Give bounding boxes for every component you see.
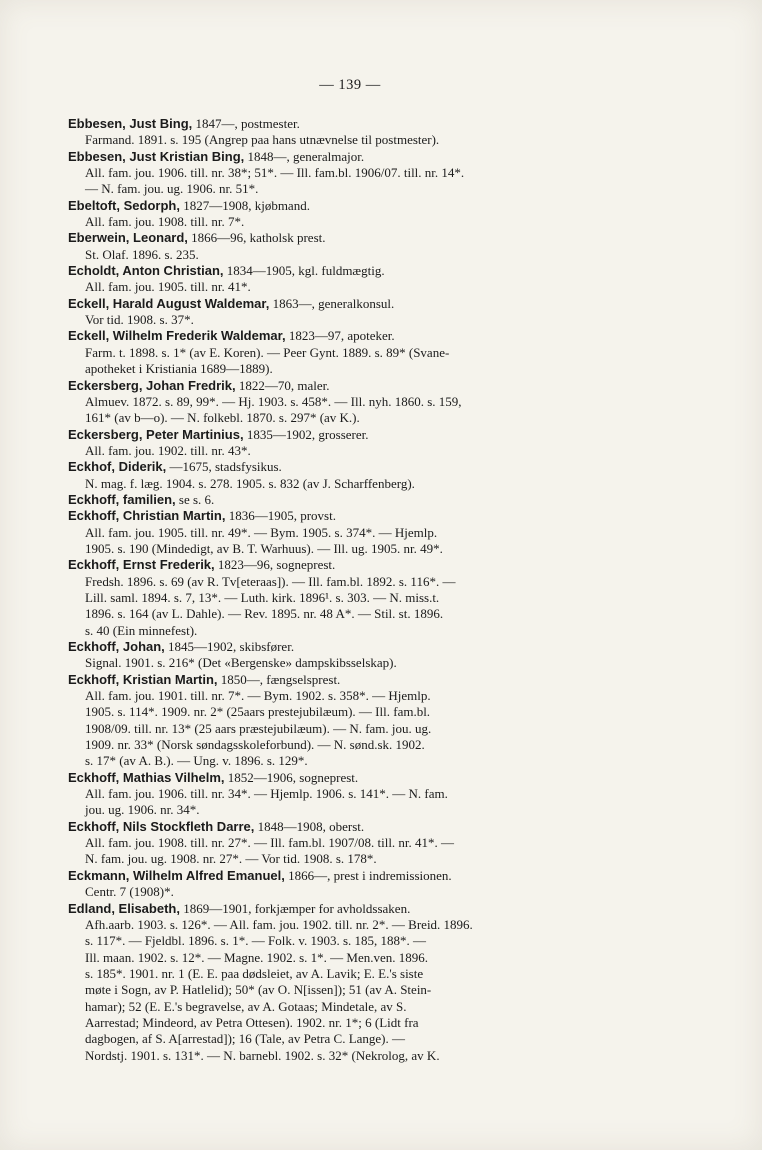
entry-reference-line: All. fam. jou. 1908. till. nr. 27*. — Ill. fam.bl. 1907/08. till. nr. 41*. —: [85, 835, 455, 851]
entry-heading: [68, 901, 650, 917]
entry-reference-line: Centr. 7 (1908)*.: [85, 884, 174, 900]
entry-name: Ebbesen, Just Bing,: [68, 116, 193, 131]
entry-reference-line: Aarrestad; Mindeord, av Petra Ottesen). 1902. nr. 1*; 6 (Lidt fra: [85, 1014, 419, 1030]
entry: [68, 557, 650, 639]
entry-heading: [68, 459, 650, 475]
entry-description: 1848—1908, oberst.: [254, 818, 365, 834]
entry-name: Eckhoff, familien,: [68, 491, 176, 507]
entry: [68, 672, 650, 770]
entry-heading: [68, 770, 650, 786]
entry: [68, 508, 650, 557]
entry-reference-line: All. fam. jou. 1906. till. nr. 38*; 51*. — Ill. fam.bl. 1906/07. till. nr. 14*.: [85, 165, 465, 181]
entry-name: Eckhof, Diderik,: [68, 459, 167, 475]
entry-reference-line: apotheket i Kristiania 1689—1889).: [85, 361, 273, 377]
entry-description: 1847—, postmester.: [192, 116, 300, 131]
entry-description: 1863—, generalkonsul.: [269, 295, 395, 311]
entry-reference-line: All. fam. jou. 1902. till. nr. 43*.: [85, 442, 251, 458]
entry-reference-line: All. fam. jou. 1901. till. nr. 7*. — Bym. 1902. s. 358*. — Hjemlp.: [85, 688, 431, 704]
entry: [68, 116, 650, 149]
entry-heading: [68, 263, 650, 279]
entry-reference-line: dagbogen, af S. A[arrestad]); 16 (Tale, av Petra C. Lange). —: [85, 1031, 406, 1047]
entry-reference-line: All. fam. jou. 1905. till. nr. 49*. — Bym. 1905. s. 374*. — Hjemlp.: [85, 524, 438, 540]
entry-heading: [68, 328, 650, 344]
entry-description: 1823—97, apoteker.: [285, 328, 395, 344]
entry-reference-line: All. fam. jou. 1905. till. nr. 41*.: [85, 279, 251, 295]
entry: [68, 868, 650, 901]
entry: [68, 492, 650, 508]
page-number: — 139 —: [319, 77, 381, 93]
entry-reference-line: 1908/09. till. nr. 13* (25 aars præstejubilæum). — N. fam. jou. ug.: [85, 720, 432, 736]
entry-heading: [68, 427, 650, 443]
entry-description: 1850—, fængselsprest.: [217, 671, 341, 687]
entry-heading: [68, 557, 650, 573]
entry-description: 1852—1906, sogneprest.: [224, 769, 359, 785]
entry: [68, 263, 650, 296]
entry-description: 1866—96, katholsk prest.: [187, 230, 326, 246]
entry-reference-line: St. Olaf. 1896. s. 235.: [85, 246, 199, 262]
entry-name: Eckell, Wilhelm Frederik Waldemar,: [68, 328, 286, 344]
entry-reference-line: All. fam. jou. 1906. till. nr. 34*. — Hjemlp. 1906. s. 141*. — N. fam.: [85, 786, 448, 802]
entry-reference-line: Afh.aarb. 1903. s. 126*. — All. fam. jou. 1902. till. nr. 2*. — Breid. 1896.: [85, 916, 473, 932]
entry-reference-line: 161* (av b—o). — N. folkebl. 1870. s. 297* (av K.).: [85, 410, 360, 426]
entry-description: 1834—1905, kgl. fuldmægtig.: [223, 263, 385, 279]
entry-name: Eckell, Harald August Waldemar,: [68, 295, 270, 311]
entry-description: 1869—1901, forkjæmper for avholdssaken.: [179, 900, 411, 916]
entry-heading: [68, 508, 650, 524]
entry-reference-line: s. 17* (av A. B.). — Ung. v. 1896. s. 129*.: [85, 753, 308, 769]
entry-heading: [68, 819, 650, 835]
entry-heading: [68, 230, 650, 246]
entry-reference-line: s. 185*. 1901. nr. 1 (E. E. paa dødsleiet, av A. Lavik; E. E.'s siste: [85, 965, 424, 981]
entry-description: 1822—70, maler.: [235, 377, 330, 393]
entry-reference-line: Fredsh. 1896. s. 69 (av R. Tv[eteraas]). — Ill. fam.bl. 1892. s. 116*. —: [85, 573, 456, 589]
entry-reference-line: Farm. t. 1898. s. 1* (av E. Koren). — Peer Gynt. 1889. s. 89* (Svane-: [85, 344, 450, 360]
entry-reference-line: s. 40 (Ein minnefest).: [85, 622, 198, 638]
entry: [68, 639, 650, 672]
entry-description: 1835—1902, grosserer.: [243, 426, 369, 442]
entry-reference-line: møte i Sogn, av P. Hatlelid); 50* (av O. N[issen]); 51 (av A. Stein-: [85, 982, 432, 998]
entry-name: Eckhoff, Kristian Martin,: [68, 671, 218, 687]
entry-description: se s. 6.: [175, 491, 215, 507]
entry-list: [68, 116, 650, 1064]
entry-name: Eckersberg, Peter Martinius,: [68, 426, 244, 442]
entry: [68, 459, 650, 492]
entry-name: Eckhoff, Johan,: [68, 639, 165, 654]
entry-reference-line: Lill. saml. 1894. s. 7, 13*. — Luth. kirk. 1896¹. s. 303. — N. miss.t.: [85, 589, 440, 605]
entry: [68, 819, 650, 868]
entry-name: Ebbesen, Just Kristian Bing,: [68, 148, 245, 164]
entry-name: Eckhoff, Nils Stockfleth Darre,: [68, 818, 255, 834]
entry-description: 1866—, prest i indremissionen.: [284, 867, 452, 883]
entry: [68, 901, 650, 1064]
entry-name: Eckmann, Wilhelm Alfred Emanuel,: [68, 867, 285, 883]
entry-description: 1823—96, sogneprest.: [214, 557, 336, 573]
entry-heading: [68, 492, 650, 508]
entry: [68, 296, 650, 329]
entry-heading: [68, 198, 650, 214]
entry-reference-line: 1905. s. 114*. 1909. nr. 2* (25aars prestejubilæum). — Ill. fam.bl.: [85, 704, 431, 720]
entry-name: Eckhoff, Christian Martin,: [68, 508, 226, 524]
entry-name: Edland, Elisabeth,: [68, 900, 180, 916]
entry-reference-line: 1896. s. 164 (av L. Dahle). — Rev. 1895. nr. 48 A*. — Stil. st. 1896.: [85, 606, 444, 622]
entry-description: 1845—1902, skibsfører.: [164, 639, 295, 654]
entry-reference-line: N. fam. jou. ug. 1908. nr. 27*. — Vor tid. 1908. s. 178*.: [85, 851, 377, 867]
entry-heading: [68, 116, 650, 132]
entry-name: Eckhoff, Mathias Vilhelm,: [68, 769, 225, 785]
entry-reference-line: Nordstj. 1901. s. 131*. — N. barnebl. 1902. s. 32* (Nekrolog, av K.: [85, 1047, 440, 1063]
entry-reference-line: Vor tid. 1908. s. 37*.: [85, 312, 194, 328]
entry-name: Echoldt, Anton Christian,: [68, 263, 224, 279]
entry-reference-line: 1905. s. 190 (Mindedigt, av B. T. Warhuus). — Ill. ug. 1905. nr. 49*.: [85, 540, 443, 556]
entry-reference-line: s. 117*. — Fjeldbl. 1896. s. 1*. — Folk. v. 1903. s. 185, 188*. —: [85, 933, 427, 949]
entry-description: 1836—1905, provst.: [225, 508, 336, 524]
entry-heading: [68, 296, 650, 312]
entry: [68, 198, 650, 231]
entry-heading: [68, 672, 650, 688]
entry-heading: [68, 639, 650, 655]
entry-reference-line: 1909. nr. 33* (Norsk søndagsskoleforbund). — N. sønd.sk. 1902.: [85, 737, 425, 753]
entry-name: Eckersberg, Johan Fredrik,: [68, 377, 236, 393]
entry-reference-line: Almuev. 1872. s. 89, 99*. — Hj. 1903. s. 458*. — Ill. nyh. 1860. s. 159,: [85, 393, 462, 409]
entry: [68, 328, 650, 377]
entry-reference-line: Ill. maan. 1902. s. 12*. — Magne. 1902. s. 1*. — Men.ven. 1896.: [85, 949, 429, 965]
entry-description: 1827—1908, kjøbmand.: [179, 197, 310, 213]
entry-description: 1848—, generalmajor.: [244, 148, 365, 164]
entry-name: Eckhoff, Ernst Frederik,: [68, 557, 215, 573]
entry-reference-line: Farmand. 1891. s. 195 (Angrep paa hans utnævnelse til postmester).: [85, 132, 440, 148]
entry: [68, 378, 650, 427]
entry-name: Eberwein, Leonard,: [68, 230, 188, 246]
entry-reference-line: hamar); 52 (E. E.'s begravelse, av A. Gotaas; Mindetale, av S.: [85, 998, 407, 1014]
entry-heading: [68, 378, 650, 394]
entry: [68, 427, 650, 460]
entry-reference-line: N. mag. f. læg. 1904. s. 278. 1905. s. 832 (av J. Scharffenberg).: [85, 475, 415, 491]
entry-reference-line: Signal. 1901. s. 216* (Det «Bergenske» dampskibsselskap).: [85, 655, 397, 671]
entry: [68, 230, 650, 263]
entry-reference-line: — N. fam. jou. ug. 1906. nr. 51*.: [85, 181, 259, 197]
entry-heading: [68, 868, 650, 884]
entry: [68, 149, 650, 198]
entry-heading: [68, 149, 650, 165]
entry-name: Ebeltoft, Sedorph,: [68, 197, 180, 213]
entry-reference-line: All. fam. jou. 1908. till. nr. 7*.: [85, 214, 245, 230]
entry-reference-line: jou. ug. 1906. nr. 34*.: [85, 802, 200, 818]
entry: [68, 770, 650, 819]
entry-description: —1675, stadsfysikus.: [166, 459, 282, 475]
